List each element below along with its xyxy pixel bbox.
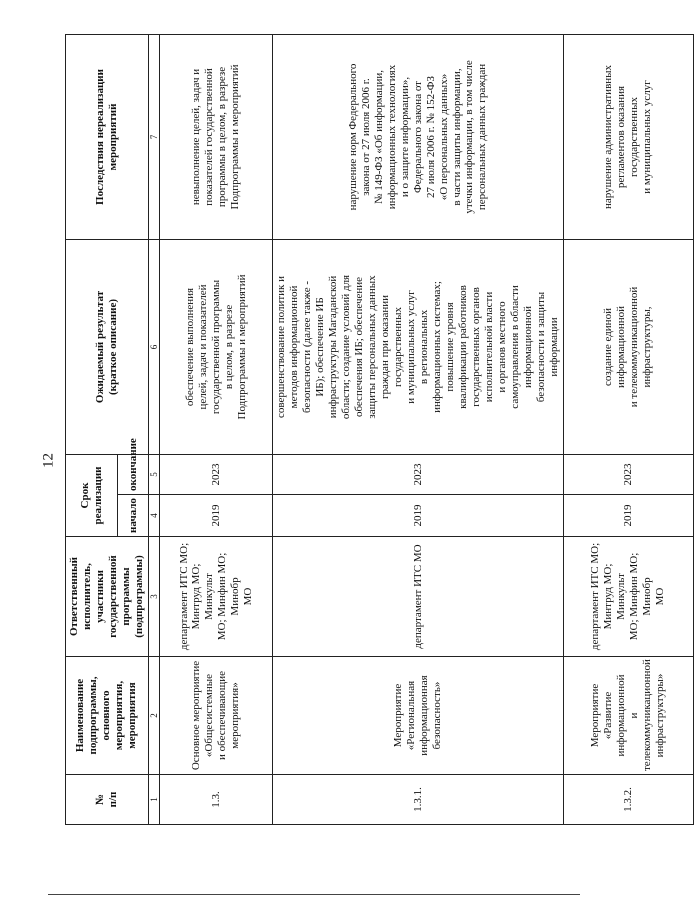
col-number: 5 xyxy=(148,454,160,494)
row-end: 2023 xyxy=(273,454,563,494)
col-number: 1 xyxy=(148,775,160,825)
row-start: 2019 xyxy=(160,495,273,537)
row-consequence: нарушение норм Федерального закона от 27 июля 2006 г. № 149-ФЗ «Об информации, информационных технологиях и о защите информации», Федерального закона от 27 июля 2006 г. № 152-ФЗ «О персональных данных» в части защиты информации, утечки информации, в том числе персональных данных граждан xyxy=(273,34,563,239)
row-name: Мероприятие «Региональная информационная безопасность» xyxy=(273,657,563,775)
row-consequence: нарушение административных регламентов оказания государственных и муниципальных услуг xyxy=(563,34,693,239)
col-number: 4 xyxy=(148,495,160,537)
row-name: Основное мероприятие «Общесистемные и обеспечивающие мероприятия» xyxy=(160,657,273,775)
bottom-divider xyxy=(48,894,580,895)
row-executor: департамент ИТС МО; Минтруд МО; Минкульт МО; Минфин МО; Минобр МО xyxy=(563,537,693,657)
row-num: 1.3.1. xyxy=(273,775,563,825)
col-number: 2 xyxy=(148,657,160,775)
row-num: 1.3. xyxy=(160,775,273,825)
header-num: № п/п xyxy=(66,775,149,825)
rotated-table-container xyxy=(65,35,667,825)
table-row xyxy=(563,34,693,824)
row-end: 2023 xyxy=(160,454,273,494)
row-result: создание единой информационной и телекоммуникационной инфраструктуры, xyxy=(563,239,693,454)
column-numbers-row xyxy=(148,34,160,824)
page-number: 12 xyxy=(40,453,57,468)
col-number: 6 xyxy=(148,239,160,454)
header-start: начало xyxy=(118,495,148,537)
header-term: Срок реализации xyxy=(66,454,118,536)
header-result: Ожидаемый результат (краткое описание) xyxy=(66,239,149,454)
col-number: 3 xyxy=(148,537,160,657)
row-start: 2019 xyxy=(563,495,693,537)
row-start: 2019 xyxy=(273,495,563,537)
header-name: Наименование подпрограммы, основного мероприятия, мероприятия xyxy=(66,657,149,775)
row-result: совершенствование политик и методов информационной безопасности (далее также - ИБ); обеспечение ИБ инфраструктуры Магаданской области; создание условий для обеспечения ИБ; обеспечение защиты персональных данных граждан при оказании государственных и муниципальных услуг в региональных информационных системах; повышение уровня квалификации работников государственных органов исполнительной власти и органов местного самоуправления в области информационной безопасности и защиты информации xyxy=(273,239,563,454)
header-end: окончание xyxy=(118,454,148,494)
measures-table xyxy=(65,34,694,825)
row-num: 1.3.2. xyxy=(563,775,693,825)
row-executor: департамент ИТС МО; Минтруд МО; Минкульт МО; Минфин МО; Минобр МО xyxy=(160,537,273,657)
header-consequence: Последствия нереализации мероприятий xyxy=(66,34,149,239)
table-row xyxy=(160,34,273,824)
row-name: Мероприятие «Развитие информационной и телекоммуникационной инфраструктуры» xyxy=(563,657,693,775)
header-row-1 xyxy=(66,34,118,824)
header-executor: Ответственный исполнитель, участники государственной программы (подпрограммы) xyxy=(66,537,149,657)
row-end: 2023 xyxy=(563,454,693,494)
row-executor: департамент ИТС МО xyxy=(273,537,563,657)
col-number: 7 xyxy=(148,34,160,239)
table-row xyxy=(273,34,563,824)
row-consequence: невыполнение целей, задач и показателей государственной программы в целом, в разрезе Подпрограммы и мероприятий xyxy=(160,34,273,239)
row-result: обеспечение выполнения целей, задач и показателей государственной программы в целом, в разрезе Подпрограммы и мероприятий xyxy=(160,239,273,454)
